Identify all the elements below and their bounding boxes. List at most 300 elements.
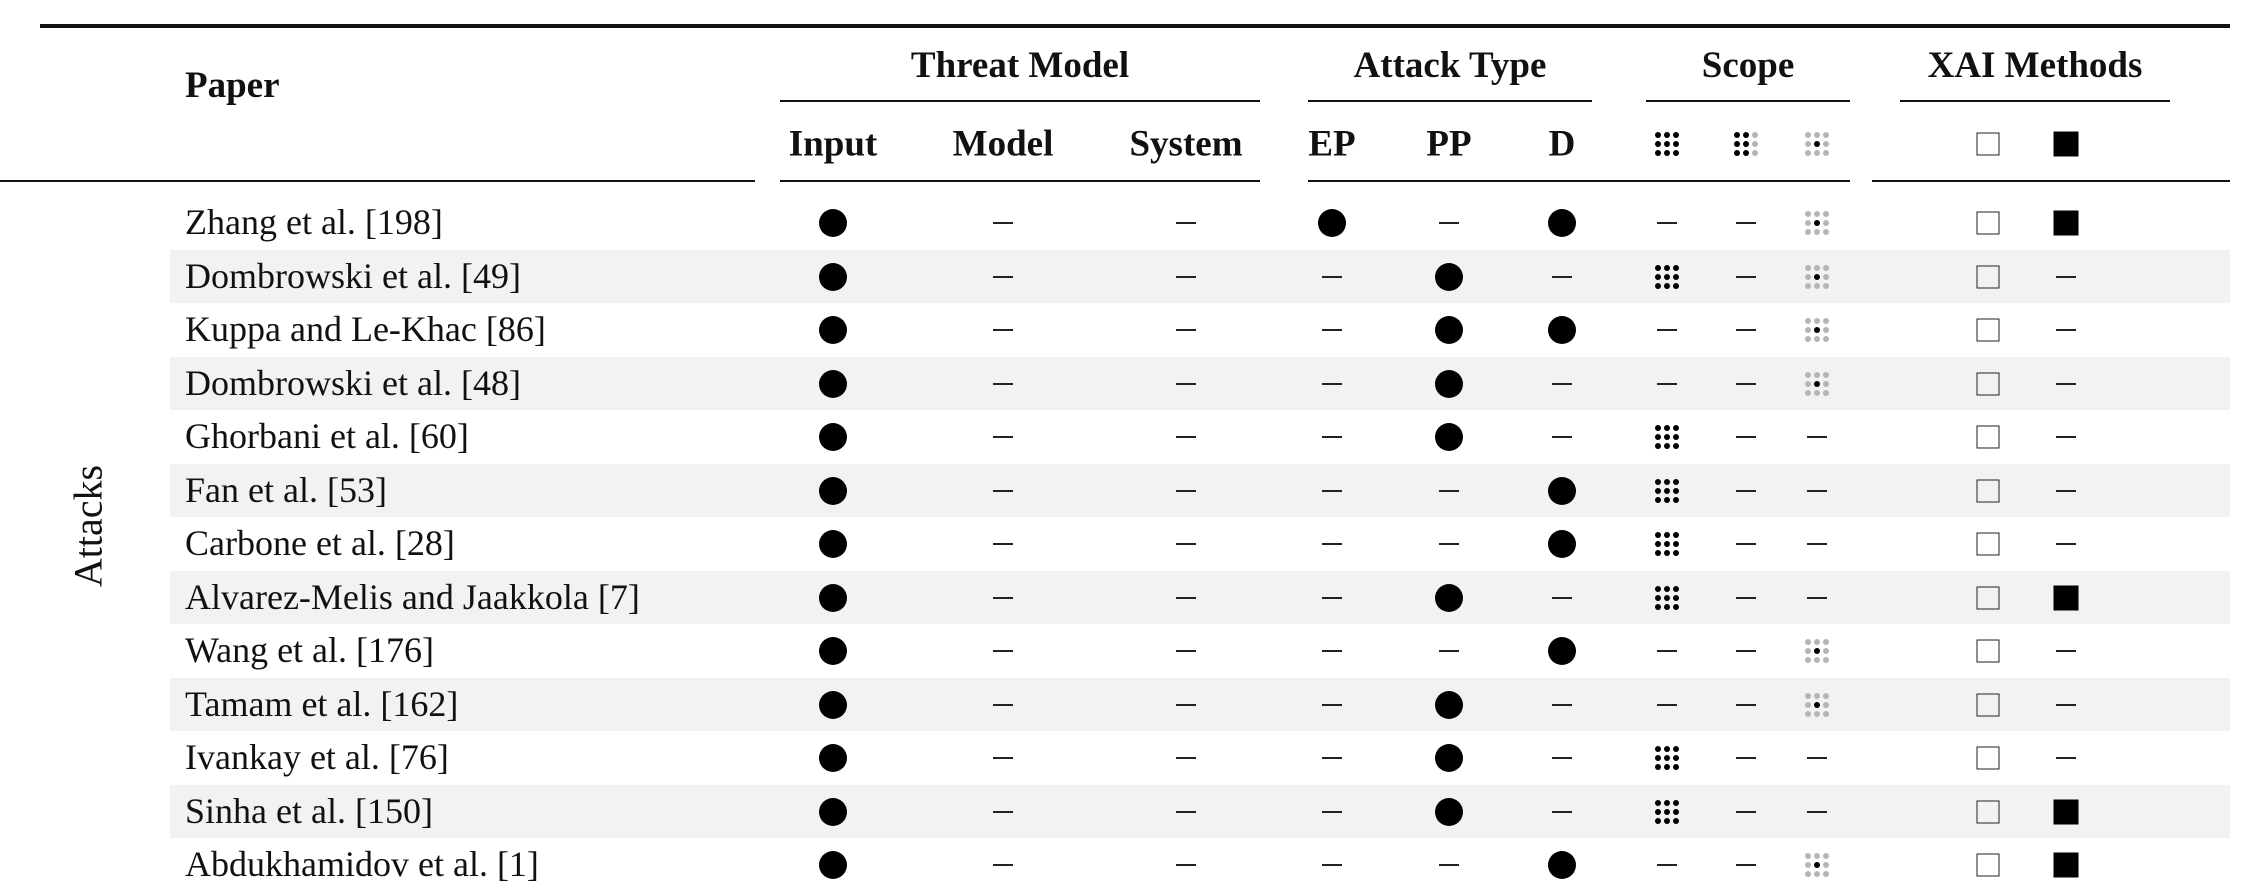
- dash-icon: [1657, 383, 1677, 385]
- filled-circle-icon: [1435, 744, 1463, 772]
- table-cell: [2056, 383, 2076, 385]
- dash-icon: [1807, 757, 1827, 759]
- filled-circle-icon: [819, 477, 847, 505]
- table-cell: [1657, 329, 1677, 331]
- paper-citation: Alvarez-Melis and Jaakkola [7]: [185, 576, 640, 617]
- dash-icon: [1736, 757, 1756, 759]
- table-cell: [1655, 265, 1679, 289]
- dash-icon: [1322, 597, 1342, 599]
- table-cell: [819, 851, 847, 879]
- table-cell: [1176, 436, 1196, 438]
- scope-single-icon: [1805, 318, 1829, 342]
- paper-citation: Carbone et al. [28]: [185, 523, 455, 563]
- dash-icon: [1807, 543, 1827, 545]
- table-cell: [993, 383, 1013, 385]
- table-cell: [993, 811, 1013, 813]
- table-cell: [1176, 757, 1196, 759]
- table-cell: [1977, 640, 2000, 663]
- filled-circle-icon: [819, 798, 847, 826]
- dash-icon: [1657, 650, 1677, 652]
- paper-citation: Sinha et al. [150]: [185, 790, 433, 831]
- table-cell: [1322, 436, 1342, 438]
- filled-circle-icon: [819, 584, 847, 612]
- dash-icon: [993, 490, 1013, 492]
- table-cell: [1548, 530, 1576, 558]
- paper-citation: Kuppa and Le-Khac [86]: [185, 309, 546, 349]
- dash-icon: [993, 276, 1013, 278]
- dash-icon: [1552, 757, 1572, 759]
- table-cell: [1657, 704, 1677, 706]
- dash-icon: [1322, 811, 1342, 813]
- table-cell: [1552, 436, 1572, 438]
- dash-icon: [1322, 864, 1342, 866]
- scope-all-icon: [1655, 132, 1679, 156]
- table-cell: [1736, 597, 1756, 599]
- table-cell: [1322, 757, 1342, 759]
- group-header-scope: Scope: [1701, 45, 1795, 86]
- table-cell: [2056, 329, 2076, 331]
- table-cell: [1176, 490, 1196, 492]
- dash-icon: [1439, 864, 1459, 866]
- dash-icon: [993, 704, 1013, 706]
- scope-partial-icon: [1734, 132, 1758, 156]
- table-cell: [1176, 222, 1196, 224]
- table-cell: [819, 530, 847, 558]
- filled-circle-icon: [1435, 798, 1463, 826]
- table-cell: [819, 637, 847, 665]
- open-square-icon: [1977, 265, 2000, 288]
- paper-citation: Dombrowski et al. [49]: [185, 255, 521, 296]
- dash-icon: [1322, 329, 1342, 331]
- filled-circle-icon: [819, 530, 847, 558]
- scope-all-icon: [1655, 265, 1679, 289]
- subcolumn-label: Model: [952, 123, 1054, 165]
- open-square-icon: [1977, 372, 2000, 395]
- filled-circle-icon: [1318, 209, 1346, 237]
- dash-icon: [1322, 543, 1342, 545]
- subcolumn-header: [789, 123, 877, 166]
- table-cell: [2056, 543, 2076, 545]
- dash-icon: [1322, 383, 1342, 385]
- table-cell: [1805, 265, 1829, 289]
- scope-all-icon: [1655, 479, 1679, 503]
- dash-icon: [2056, 650, 2076, 652]
- dash-icon: [1736, 490, 1756, 492]
- table-cell: [1176, 704, 1196, 706]
- table-cell: [1736, 543, 1756, 545]
- table-cell: [1805, 372, 1829, 396]
- group-rule-attack-type: [1308, 100, 1592, 102]
- filled-circle-icon: [819, 263, 847, 291]
- dash-icon: [993, 222, 1013, 224]
- table-cell: [1805, 639, 1829, 663]
- table-cell: [2056, 490, 2076, 492]
- dash-icon: [993, 650, 1013, 652]
- table-cell: [993, 276, 1013, 278]
- dash-icon: [1807, 490, 1827, 492]
- dash-icon: [1736, 329, 1756, 331]
- table-cell: [1736, 436, 1756, 438]
- dash-icon: [1807, 811, 1827, 813]
- table-cell: [1176, 650, 1196, 652]
- subcolumn-header: [953, 123, 1054, 166]
- table-cell: [1655, 479, 1679, 503]
- top-rule: [40, 24, 2230, 28]
- table-cell: [1655, 586, 1679, 610]
- row-stripe: [170, 785, 2230, 838]
- table-cell: [1655, 800, 1679, 824]
- scope-single-icon: [1805, 853, 1829, 877]
- filled-circle-icon: [819, 637, 847, 665]
- table-cell: [1807, 811, 1827, 813]
- dash-icon: [1322, 490, 1342, 492]
- dash-icon: [1322, 757, 1342, 759]
- table-cell: [819, 423, 847, 451]
- dash-icon: [1736, 704, 1756, 706]
- table-cell: [993, 597, 1013, 599]
- row-stripe: [170, 464, 2230, 517]
- open-square-icon: [1977, 640, 2000, 663]
- table-cell: [1176, 543, 1196, 545]
- subcolumn-label: PP: [1426, 123, 1472, 165]
- paper-citation: Zhang et al. [198]: [185, 202, 443, 242]
- dash-icon: [1552, 383, 1572, 385]
- dash-icon: [1657, 222, 1677, 224]
- dash-icon: [1176, 757, 1196, 759]
- table-cell: [819, 691, 847, 719]
- table-cell: [1435, 370, 1463, 398]
- table-cell: [993, 650, 1013, 652]
- subcolumn-label: Input: [788, 123, 878, 165]
- dash-icon: [1552, 597, 1572, 599]
- open-square-icon: [1977, 212, 2000, 235]
- scope-single-icon: [1805, 132, 1829, 156]
- table-cell: [1322, 543, 1342, 545]
- table-cell: [1977, 212, 2000, 235]
- table-cell: [1548, 477, 1576, 505]
- table-cell: [2056, 276, 2076, 278]
- open-square-icon: [1977, 426, 2000, 449]
- table-cell: [1322, 329, 1342, 331]
- table-cell: [2054, 799, 2079, 824]
- table-cell: [1176, 811, 1196, 813]
- dash-icon: [1176, 864, 1196, 866]
- dash-icon: [1657, 864, 1677, 866]
- filled-square-icon: [2054, 585, 2079, 610]
- dash-icon: [1736, 383, 1756, 385]
- table-cell: [1807, 757, 1827, 759]
- scope-single-icon: [1805, 211, 1829, 235]
- table-cell: [993, 222, 1013, 224]
- filled-circle-icon: [819, 316, 847, 344]
- table-cell: [993, 757, 1013, 759]
- table-cell: [1977, 479, 2000, 502]
- dash-icon: [2056, 490, 2076, 492]
- table-cell: [819, 316, 847, 344]
- section-label-attacks: Attacks: [65, 464, 111, 588]
- table-cell: [1977, 372, 2000, 395]
- dash-icon: [1736, 864, 1756, 866]
- dash-icon: [2056, 543, 2076, 545]
- table-cell: [1439, 490, 1459, 492]
- dash-icon: [993, 383, 1013, 385]
- table-cell: [1655, 532, 1679, 556]
- table-cell: [819, 370, 847, 398]
- open-square-icon: [1977, 693, 2000, 716]
- table-cell: [819, 209, 847, 237]
- table-cell: [1657, 383, 1677, 385]
- filled-circle-icon: [819, 370, 847, 398]
- subcolumn-header: [1308, 123, 1355, 166]
- table-cell: [1322, 650, 1342, 652]
- table-cell: [1805, 693, 1829, 717]
- dash-icon: [1439, 543, 1459, 545]
- filled-circle-icon: [819, 423, 847, 451]
- table-cell: [1176, 276, 1196, 278]
- table-cell: [1655, 746, 1679, 770]
- filled-circle-icon: [1548, 316, 1576, 344]
- dash-icon: [1736, 276, 1756, 278]
- filled-square-icon: [2054, 853, 2079, 878]
- filled-circle-icon: [1435, 584, 1463, 612]
- filled-circle-icon: [1435, 263, 1463, 291]
- filled-circle-icon: [819, 744, 847, 772]
- filled-circle-icon: [819, 851, 847, 879]
- dash-icon: [1322, 704, 1342, 706]
- scope-all-icon: [1655, 800, 1679, 824]
- table-cell: [1435, 798, 1463, 826]
- header-bottom-rule: [1872, 180, 2230, 182]
- scope-single-icon: [1805, 693, 1829, 717]
- subcolumn-label: System: [1129, 123, 1243, 165]
- table-cell: [819, 477, 847, 505]
- table-cell: [1657, 650, 1677, 652]
- table-cell: [819, 798, 847, 826]
- filled-circle-icon: [1435, 316, 1463, 344]
- paper-citation: Dombrowski et al. [48]: [185, 362, 521, 403]
- group-header-threat-model: Threat Model: [910, 45, 1130, 86]
- table-cell: [1736, 222, 1756, 224]
- table-cell: [1435, 691, 1463, 719]
- table-cell: [1439, 864, 1459, 866]
- dash-icon: [1552, 276, 1572, 278]
- filled-circle-icon: [1548, 851, 1576, 879]
- table-cell: [1736, 811, 1756, 813]
- table-cell: [1736, 704, 1756, 706]
- dash-icon: [1736, 436, 1756, 438]
- dash-icon: [1176, 276, 1196, 278]
- filled-circle-icon: [819, 691, 847, 719]
- table-cell: [1552, 757, 1572, 759]
- table-cell: [1657, 222, 1677, 224]
- subcolumn-header: [1549, 123, 1576, 166]
- dash-icon: [2056, 276, 2076, 278]
- scope-single-icon: [1805, 639, 1829, 663]
- filled-square-icon: [2054, 211, 2079, 236]
- dash-icon: [993, 597, 1013, 599]
- table-cell: [2054, 853, 2079, 878]
- dash-icon: [1439, 222, 1459, 224]
- dash-icon: [1176, 597, 1196, 599]
- table-cell: [2056, 704, 2076, 706]
- table-cell: [993, 490, 1013, 492]
- table-cell: [2056, 650, 2076, 652]
- table-cell: [1552, 811, 1572, 813]
- filled-circle-icon: [1548, 209, 1576, 237]
- subcolumn-header: [1129, 123, 1242, 166]
- subcolumn-label: D: [1548, 123, 1576, 165]
- dash-icon: [1176, 383, 1196, 385]
- dash-icon: [993, 329, 1013, 331]
- table-cell: [1176, 597, 1196, 599]
- dash-icon: [2056, 329, 2076, 331]
- table-cell: [1736, 383, 1756, 385]
- table-cell: [1977, 693, 2000, 716]
- table-cell: [1977, 533, 2000, 556]
- table-cell: [1977, 265, 2000, 288]
- dash-icon: [993, 811, 1013, 813]
- dash-icon: [1552, 436, 1572, 438]
- table-cell: [1548, 209, 1576, 237]
- table-cell: [993, 704, 1013, 706]
- table-cell: [1435, 263, 1463, 291]
- table-cell: [993, 436, 1013, 438]
- dash-icon: [993, 543, 1013, 545]
- table-cell: [1736, 650, 1756, 652]
- table-cell: [1736, 276, 1756, 278]
- table-cell: [1322, 811, 1342, 813]
- open-square-icon: [1977, 133, 2000, 156]
- table-cell: [1552, 276, 1572, 278]
- filled-square-icon: [2054, 799, 2079, 824]
- subcolumn-header: [1426, 123, 1471, 166]
- table-cell: [2056, 757, 2076, 759]
- table-cell: [1176, 329, 1196, 331]
- table-cell: [1322, 490, 1342, 492]
- filled-circle-icon: [1548, 477, 1576, 505]
- header-bottom-rule: [1308, 180, 1850, 182]
- dash-icon: [1439, 490, 1459, 492]
- subcolumn-header: [1805, 132, 1829, 156]
- paper-citation: Ghorbani et al. [60]: [185, 416, 469, 456]
- open-square-icon: [1977, 586, 2000, 609]
- dash-icon: [1176, 436, 1196, 438]
- dash-icon: [1322, 650, 1342, 652]
- column-header-paper: Paper: [185, 65, 280, 106]
- table-cell: [1657, 864, 1677, 866]
- table-cell: [1977, 319, 2000, 342]
- filled-circle-icon: [1548, 530, 1576, 558]
- dash-icon: [1552, 811, 1572, 813]
- dash-icon: [2056, 436, 2076, 438]
- dash-icon: [1176, 222, 1196, 224]
- filled-circle-icon: [1435, 691, 1463, 719]
- dash-icon: [1736, 222, 1756, 224]
- scope-single-icon: [1805, 265, 1829, 289]
- subcolumn-label: EP: [1308, 123, 1356, 165]
- table-cell: [1807, 597, 1827, 599]
- open-square-icon: [1977, 533, 2000, 556]
- table-cell: [1552, 704, 1572, 706]
- table-cell: [2056, 436, 2076, 438]
- table-cell: [1655, 425, 1679, 449]
- dash-icon: [1736, 597, 1756, 599]
- table-cell: [1805, 211, 1829, 235]
- table-cell: [2054, 585, 2079, 610]
- table-cell: [1548, 851, 1576, 879]
- dash-icon: [1439, 650, 1459, 652]
- open-square-icon: [1977, 479, 2000, 502]
- dash-icon: [1657, 704, 1677, 706]
- table-cell: [1435, 744, 1463, 772]
- dash-icon: [1552, 704, 1572, 706]
- table-cell: [1322, 597, 1342, 599]
- table-cell: [993, 329, 1013, 331]
- open-square-icon: [1977, 854, 2000, 877]
- group-rule-scope: [1646, 100, 1850, 102]
- table-cell: [1977, 586, 2000, 609]
- scope-all-icon: [1655, 532, 1679, 556]
- table-cell: [993, 543, 1013, 545]
- group-rule-xai-methods: [1900, 100, 2170, 102]
- header-bottom-rule: [780, 180, 1260, 182]
- filled-circle-icon: [1548, 637, 1576, 665]
- dash-icon: [1322, 436, 1342, 438]
- paper-citation: Ivankay et al. [76]: [185, 737, 449, 777]
- dash-icon: [2056, 704, 2076, 706]
- table-cell: [1176, 864, 1196, 866]
- open-square-icon: [1977, 319, 2000, 342]
- dash-icon: [2056, 383, 2076, 385]
- scope-all-icon: [1655, 586, 1679, 610]
- dash-icon: [1176, 650, 1196, 652]
- dash-icon: [1807, 436, 1827, 438]
- table-cell: [1548, 637, 1576, 665]
- paper-citation: Fan et al. [53]: [185, 469, 387, 510]
- scope-all-icon: [1655, 425, 1679, 449]
- dash-icon: [1322, 276, 1342, 278]
- table-cell: [1322, 276, 1342, 278]
- paper-citation: Wang et al. [176]: [185, 630, 435, 670]
- row-stripe: [170, 678, 2230, 731]
- table-cell: [1318, 209, 1346, 237]
- dash-icon: [1176, 490, 1196, 492]
- paper-citation: Tamam et al. [162]: [185, 683, 459, 724]
- table-cell: [1322, 704, 1342, 706]
- table-cell: [1435, 423, 1463, 451]
- table-cell: [1807, 543, 1827, 545]
- table-cell: [1439, 650, 1459, 652]
- table-cell: [1176, 383, 1196, 385]
- dash-icon: [993, 864, 1013, 866]
- filled-circle-icon: [1435, 423, 1463, 451]
- table-cell: [819, 263, 847, 291]
- table-cell: [1977, 426, 2000, 449]
- table-cell: [1807, 436, 1827, 438]
- dash-icon: [1176, 811, 1196, 813]
- subcolumn-header: [1977, 133, 2000, 156]
- subcolumn-header: [1655, 132, 1679, 156]
- group-rule-threat-model: [780, 100, 1260, 102]
- table-cell: [819, 584, 847, 612]
- dash-icon: [1176, 329, 1196, 331]
- paper-citation: Abdukhamidov et al. [1]: [185, 844, 539, 884]
- table-cell: [1322, 864, 1342, 866]
- dash-icon: [1176, 543, 1196, 545]
- table-cell: [1552, 597, 1572, 599]
- open-square-icon: [1977, 800, 2000, 823]
- group-header-attack-type: Attack Type: [1353, 45, 1547, 86]
